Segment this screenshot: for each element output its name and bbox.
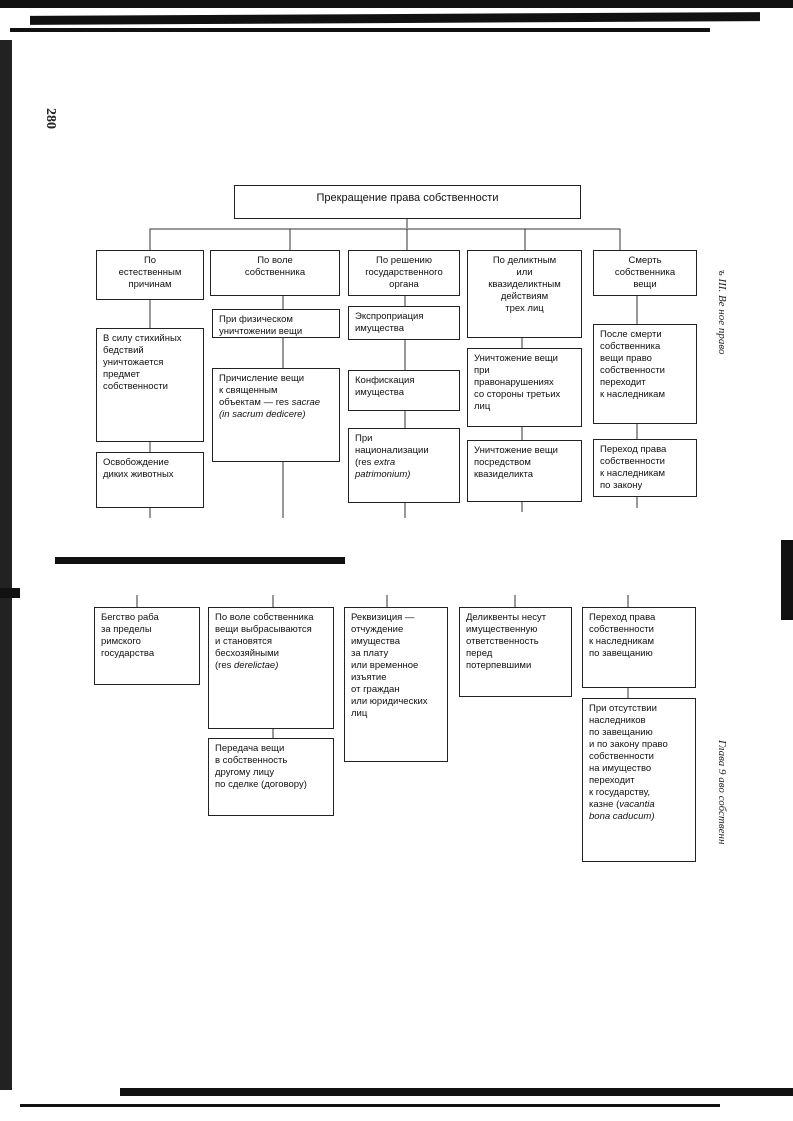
box-quasi-delict: Уничтожение вещи посредством квазиделикта xyxy=(467,440,582,502)
res-sacrae-text: Причисление вещи к священным объектам — res xyxy=(219,373,305,408)
running-head-top: ъ III. Ве ное право xyxy=(716,270,728,355)
box-expropriation: Экспроприация имущества xyxy=(348,306,460,340)
box-offense-destruction: Уничтожение вещи при правонарушениях со стороны третьих лиц xyxy=(467,348,582,427)
category-owner-will: По воле собственника xyxy=(210,250,340,296)
box-requisition: Реквизиция — отчуждение имущества за плату или временное изъятие от граждан или юридических лиц xyxy=(344,607,448,762)
res-sacrae-italic: sacrae (in sacrum dedicere) xyxy=(219,397,321,420)
res-derelictae-text: По воле собственника вещи выбрасываются и становятся бесхозяйными (res xyxy=(215,612,314,671)
res-derelictae-italic: derelictae) xyxy=(234,660,279,671)
root-box: Прекращение права собственности xyxy=(234,185,581,219)
box-delinquents: Деликвенты несут имущественную ответственность перед потерпевшими xyxy=(459,607,572,697)
page-number: 280 xyxy=(43,108,58,129)
box-transfer-by-contract: Передача вещи в собственность другому лицу по сделке (договору) xyxy=(208,738,334,816)
nationalization-text: При национализации (res xyxy=(355,433,429,468)
box-physical-destruction: При физическом уничтожении вещи xyxy=(212,309,340,338)
box-inheritance-will: Переход права собственности к наследникам по завещанию xyxy=(582,607,696,688)
category-state-decision: По решению государственного органа xyxy=(348,250,460,296)
category-tort: По деликтным или квазиделиктным действиям трех лиц xyxy=(467,250,582,338)
box-inheritance-law: Переход права собственности к наследникам по закону xyxy=(593,439,697,497)
box-vacantia xyxy=(582,698,696,862)
category-owner-death: Смерть собственника вещи xyxy=(593,250,697,296)
vacantia-text: При отсутствии наследников по завещанию и по закону право собственности на имущество переходит к государству, казне ( xyxy=(589,703,668,810)
running-head-bottom: Глава 9 аво собственн xyxy=(716,740,728,845)
nationalization-italic: extra patrimonium) xyxy=(355,457,411,480)
box-wild-animals: Освобождение диких животных xyxy=(96,452,204,508)
box-after-death: После смерти собственника вещи право собственности переходит к наследникам xyxy=(593,324,697,424)
box-natural-disaster: В силу стихийных бедствий уничтожается предмет собственности xyxy=(96,328,204,442)
box-res-derelictae xyxy=(208,607,334,729)
box-nationalization xyxy=(348,428,460,503)
vacantia-italic: vacantia bona caducum) xyxy=(589,799,655,822)
box-confiscation: Конфискация имущества xyxy=(348,370,460,411)
box-res-sacrae xyxy=(212,368,340,462)
box-slave-escape: Бегство раба за пределы римского государства xyxy=(94,607,200,685)
category-natural-causes: По естественным причинам xyxy=(96,250,204,300)
